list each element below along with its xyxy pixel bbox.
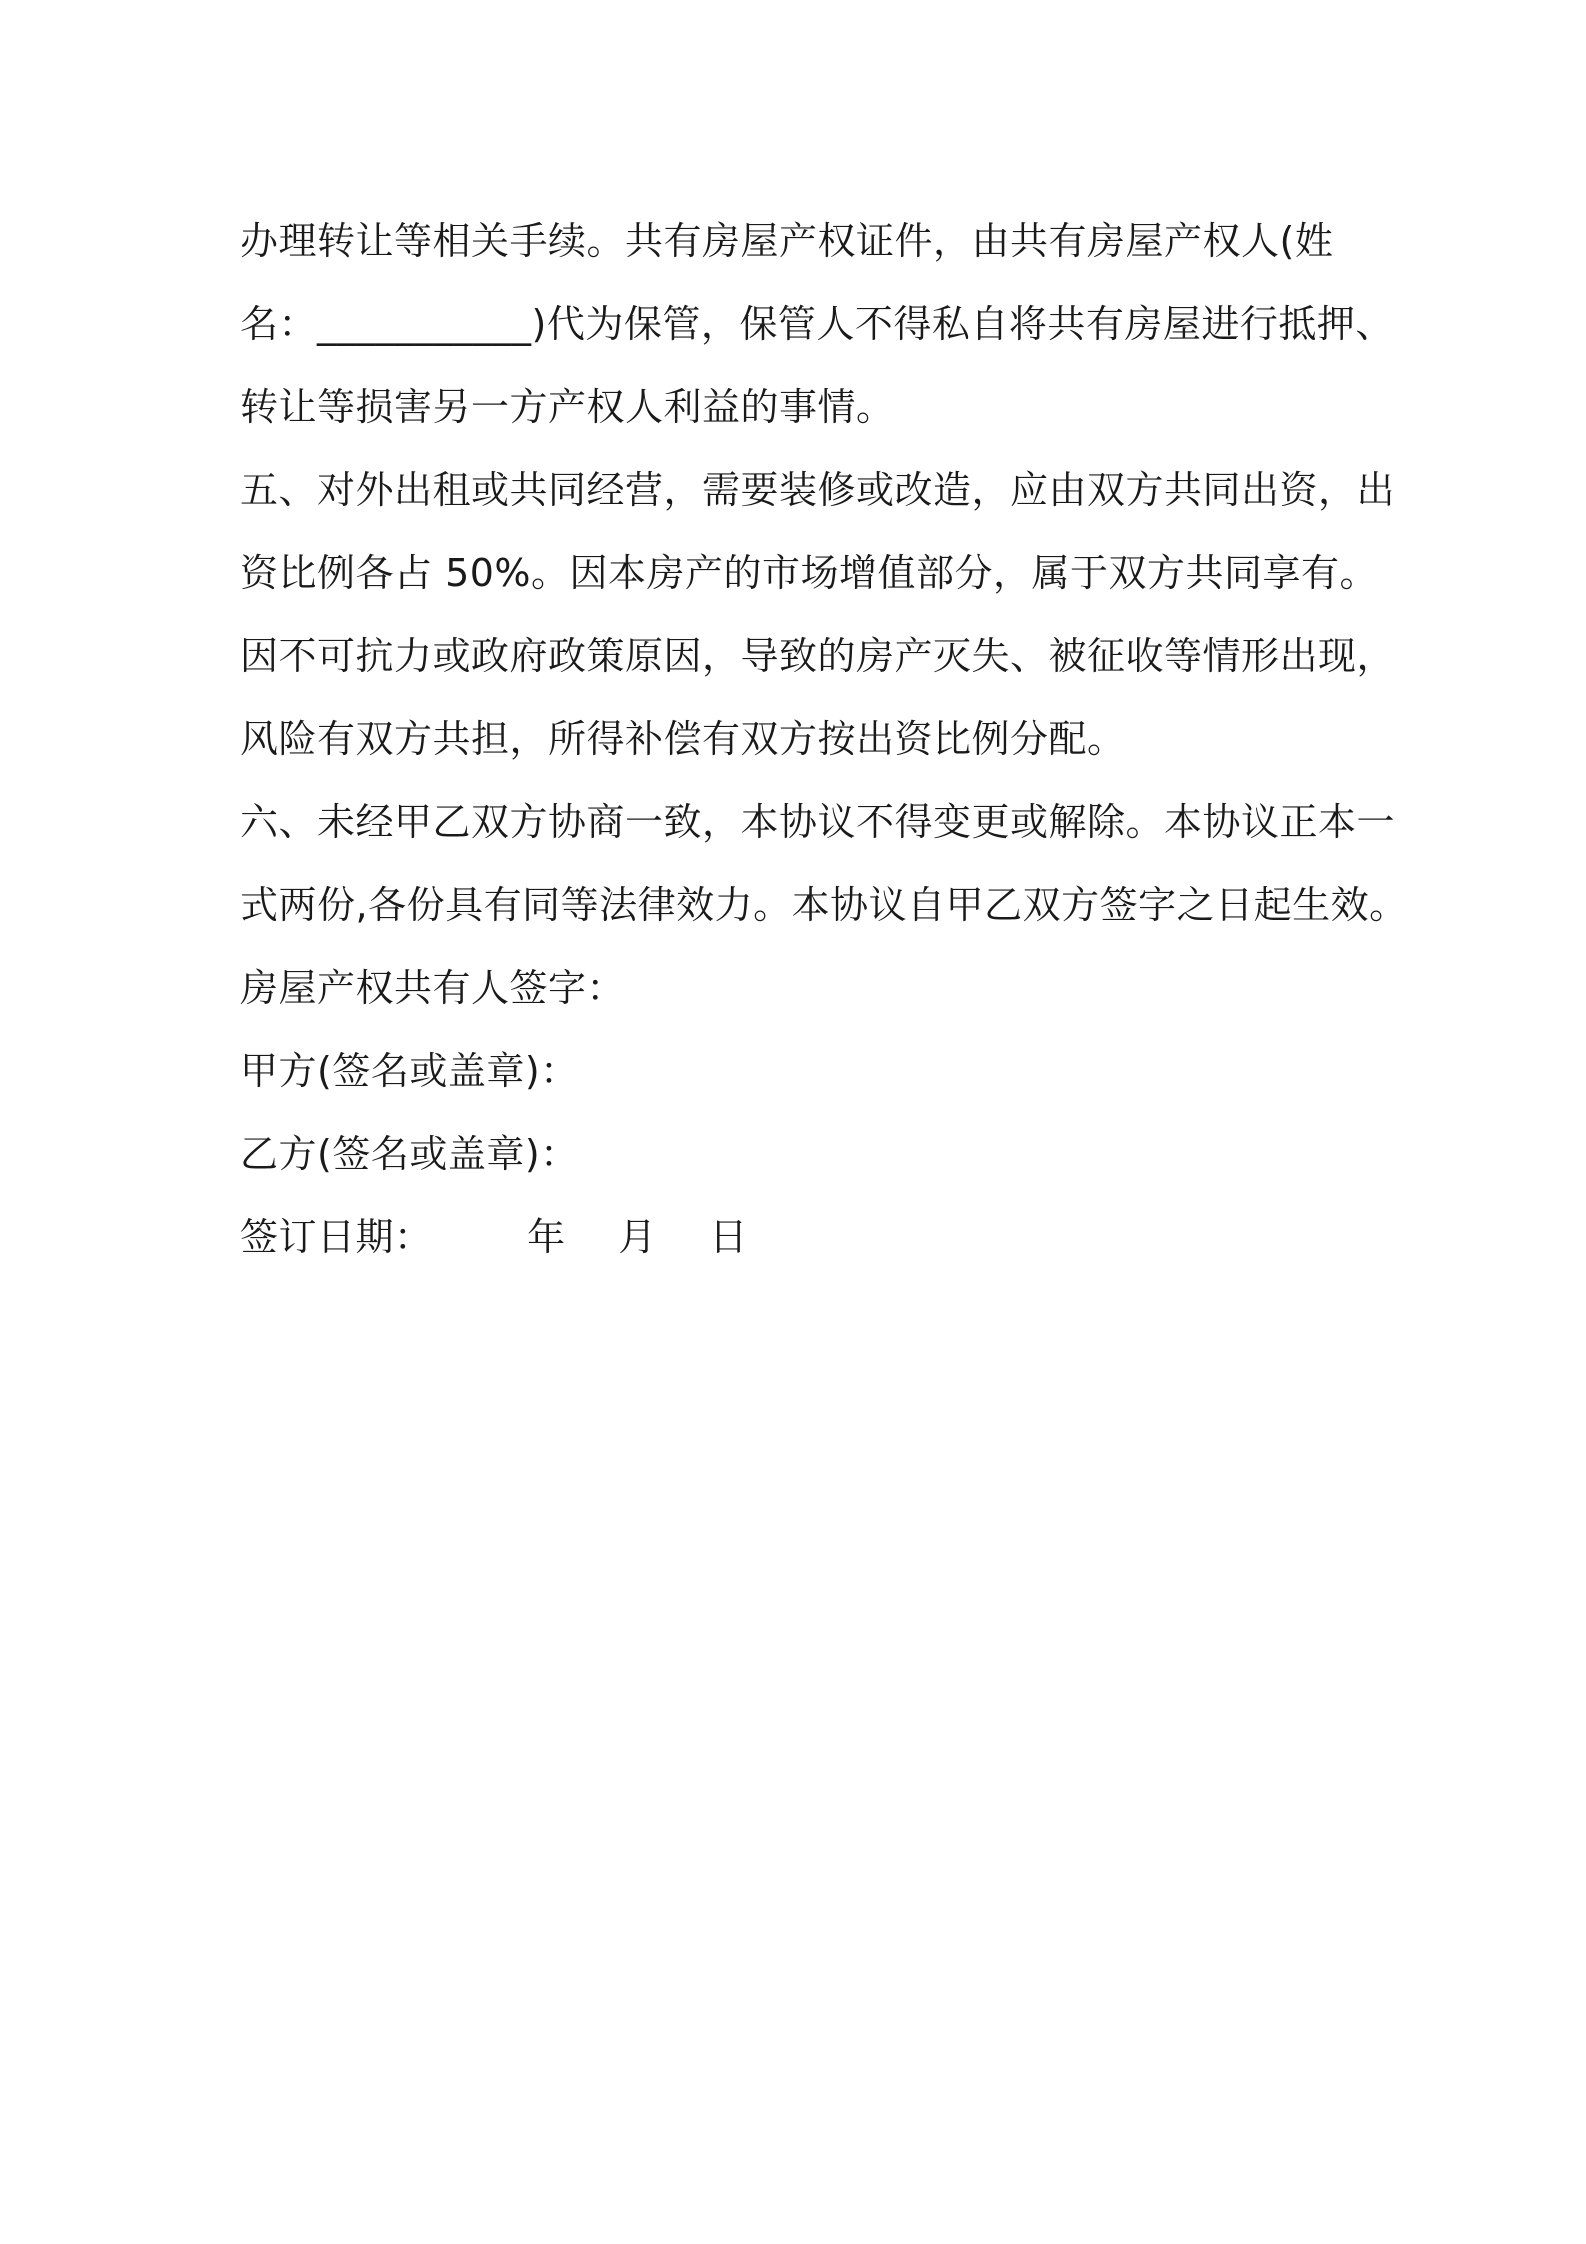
paragraph-line: 式两份,各份具有同等法律效力。本协议自甲乙双方签字之日起生效。 <box>240 883 1408 927</box>
date-month-label: 月 <box>618 1215 657 1259</box>
party-b-signature-label: 乙方(签名或盖章)： <box>240 1132 579 1176</box>
paragraph-line: 因不可抗力或政府政策原因，导致的房产灭失、被征收等情形出现， <box>240 634 1396 678</box>
paragraph-line: 转让等损害另一方产权人利益的事情。 <box>240 385 895 429</box>
signature-heading: 房屋产权共有人签字： <box>240 966 626 1010</box>
document-body <box>240 200 1408 1279</box>
date-year-label: 年 <box>527 1215 566 1259</box>
paragraph-line: 风险有双方共担，所得补偿有双方按出资比例分配。 <box>240 717 1126 761</box>
paragraph-line: 五、对外出租或共同经营，需要装修或改造，应由双方共同出资，出 <box>240 468 1396 512</box>
paragraph-line: 办理转让等相关手续。共有房屋产权证件，由共有房屋产权人(姓 <box>240 219 1334 263</box>
signing-date-line <box>240 1196 1380 1279</box>
date-day-label: 日 <box>709 1215 748 1259</box>
paragraph-line: 资比例各占 50%。因本房产的市场增值部分，属于双方共同享有。 <box>240 551 1379 595</box>
paragraph-line: 名：___________)代为保管，保管人不得私自将共有房屋进行抵押、 <box>240 302 1394 346</box>
party-a-signature-label: 甲方(签名或盖章)： <box>240 1049 579 1093</box>
paragraph-line: 六、未经甲乙双方协商一致，本协议不得变更或解除。本协议正本一 <box>240 800 1396 844</box>
signing-date-label: 签订日期： <box>240 1215 433 1259</box>
